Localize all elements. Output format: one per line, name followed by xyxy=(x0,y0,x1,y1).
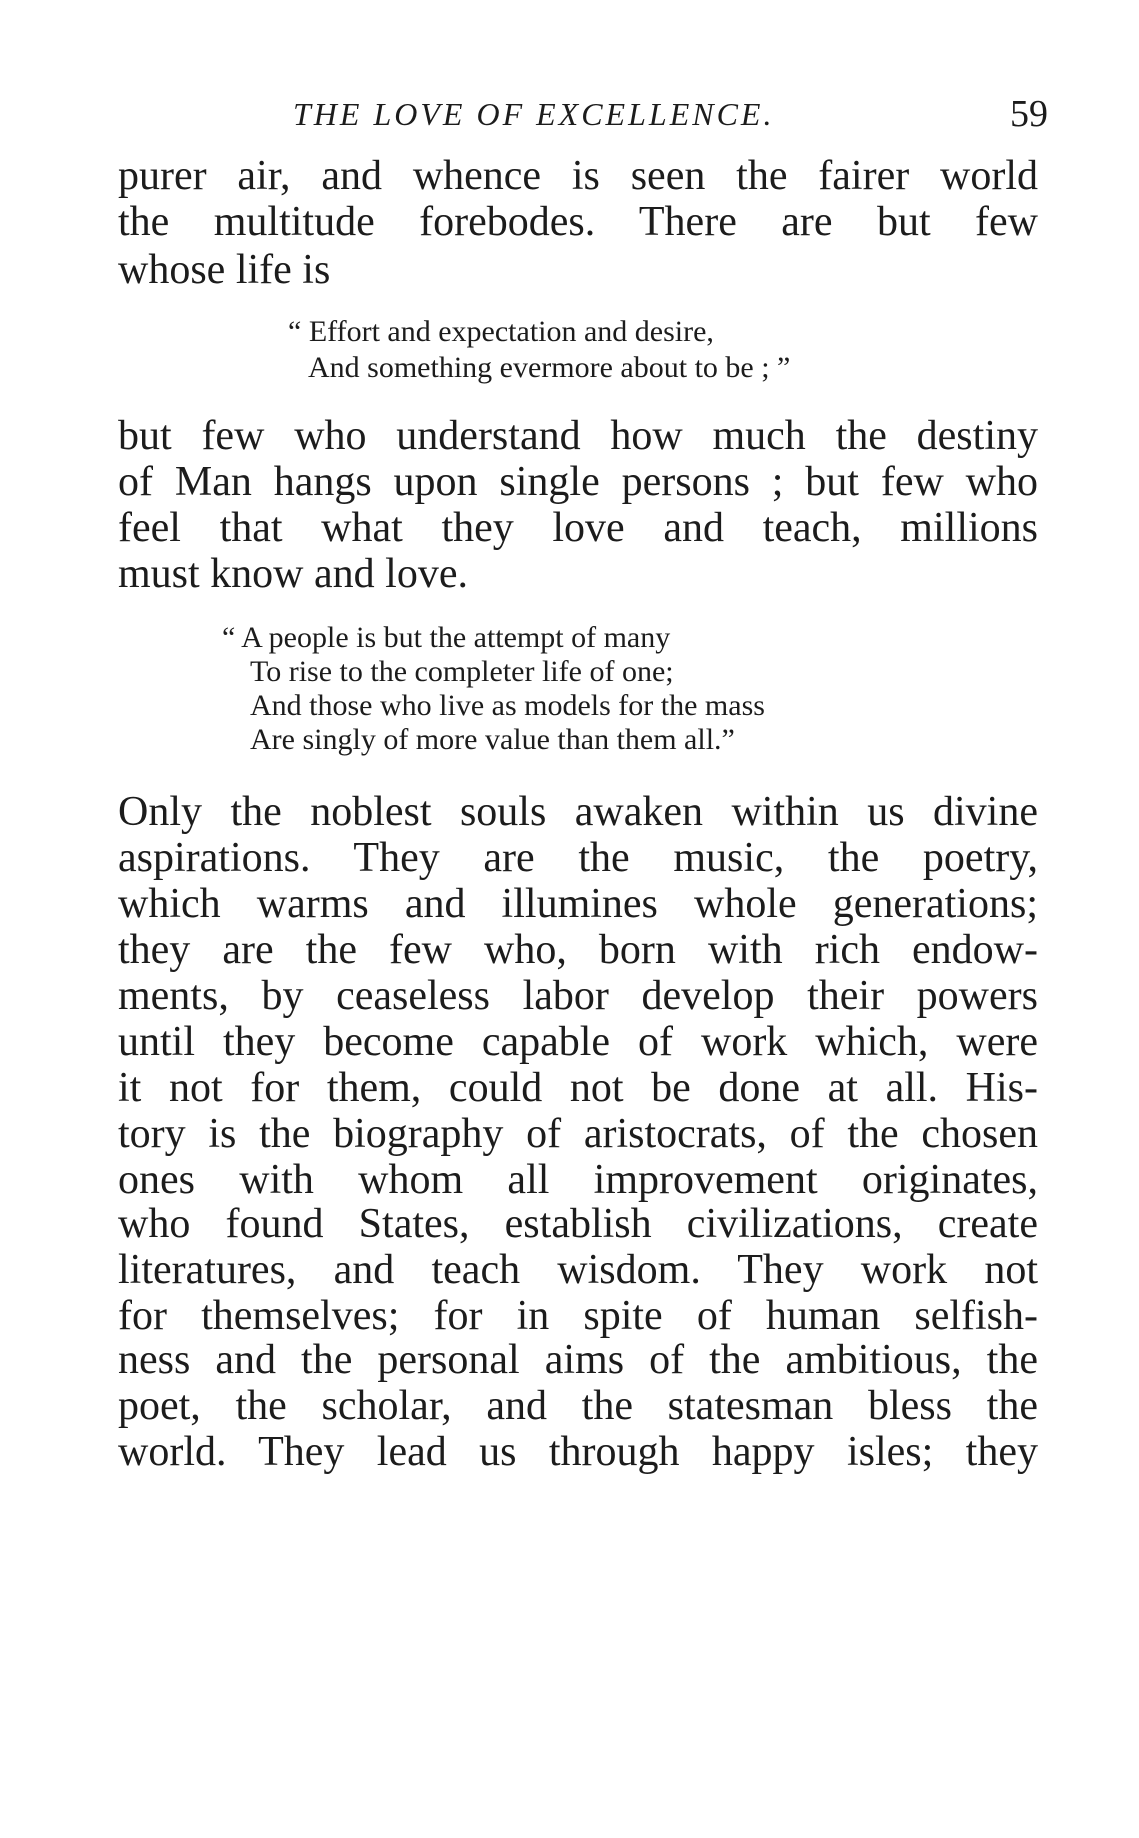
text-line: Only the noblest souls awaken within us divine xyxy=(118,789,1038,835)
text-line: ness and the personal aims of the ambitious, the xyxy=(118,1337,1038,1383)
text-line: for themselves; for in spite of human selfish- xyxy=(118,1293,1038,1339)
text-line: purer air, and whence is seen the fairer world xyxy=(118,153,1038,199)
text-line: literatures, and teach wisdom. They work not xyxy=(118,1247,1038,1293)
page-number: 59 xyxy=(1010,93,1048,135)
text-line: whose life is xyxy=(118,247,331,293)
text-line: aspirations. They are the music, the poetry, xyxy=(118,835,1038,881)
text-line: but few who understand how much the destiny xyxy=(118,413,1038,459)
text-line: poet, the scholar, and the statesman bless the xyxy=(118,1383,1038,1429)
text-line: who found States, establish civilizations, create xyxy=(118,1201,1038,1247)
verse-line: To rise to the completer life of one; xyxy=(250,655,674,688)
text-line: until they become capable of work which, were xyxy=(118,1019,1038,1065)
text-line: feel that what they love and teach, millions xyxy=(118,505,1038,551)
text-line: tory is the biography of aristocrats, of the chosen xyxy=(118,1111,1038,1157)
running-title: THE LOVE OF EXCELLENCE. xyxy=(293,96,775,132)
text-line: they are the few who, born with rich endow- xyxy=(118,927,1038,973)
text-line: which warms and illumines whole generations; xyxy=(118,881,1038,927)
text-line: world. They lead us through happy isles; they xyxy=(118,1429,1038,1475)
text-line: ones with whom all improvement originates, xyxy=(118,1157,1038,1203)
verse-line: “ Effort and expectation and desire, xyxy=(288,315,714,348)
text-line: must know and love. xyxy=(118,551,468,597)
text-line: it not for them, could not be done at all. His- xyxy=(118,1065,1038,1111)
running-head xyxy=(118,93,1048,146)
verse-line: And something evermore about to be ; ” xyxy=(308,351,791,384)
text-line: the multitude forebodes. There are but few xyxy=(118,199,1038,245)
text-line: ments, by ceaseless labor develop their powers xyxy=(118,973,1038,1019)
text-line: of Man hangs upon single persons ; but few who xyxy=(118,459,1038,505)
verse-line: And those who live as models for the mass xyxy=(250,689,765,722)
verse-line: “ A people is but the attempt of many xyxy=(222,621,671,654)
verse-line: Are singly of more value than them all.” xyxy=(250,723,735,756)
